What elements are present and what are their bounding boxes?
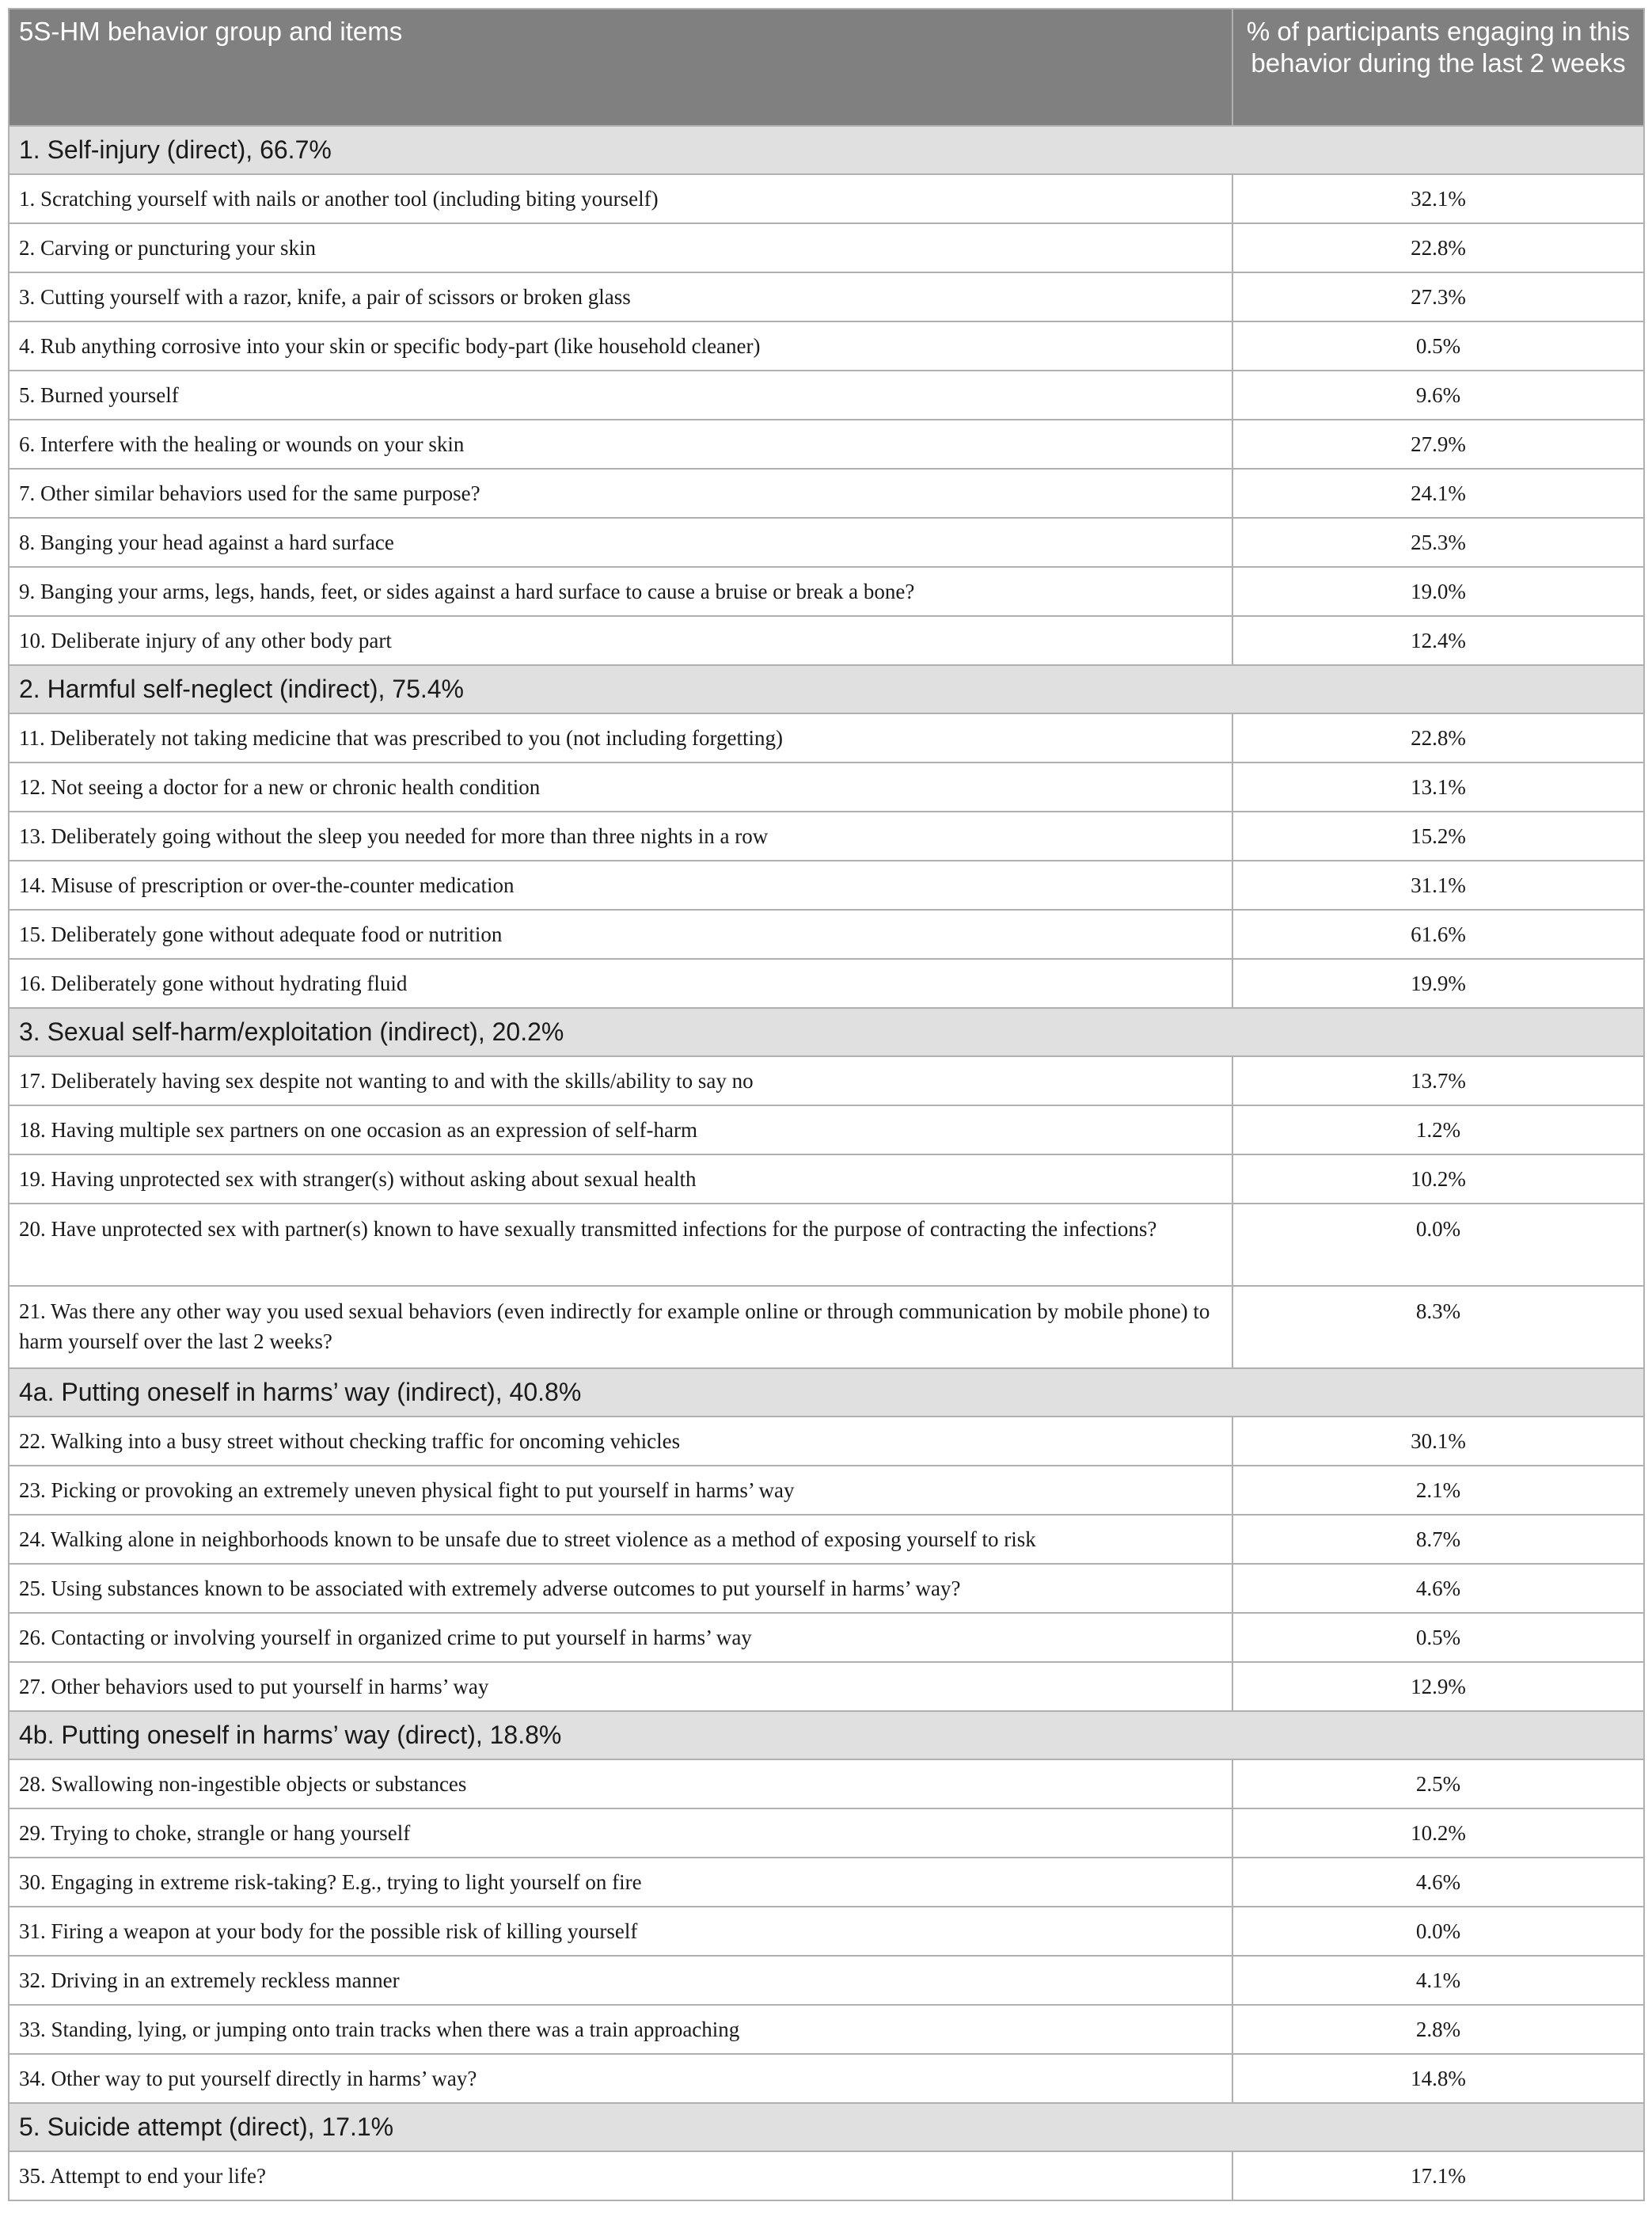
table-row <box>9 1858 1644 1907</box>
item-percent: 10.2% <box>1232 1154 1644 1204</box>
item-percent: 12.9% <box>1232 1662 1644 1711</box>
group-row <box>9 1008 1644 1056</box>
group-title: 4a. Putting oneself in harms’ way (indirect), 40.8% <box>9 1368 1644 1417</box>
item-percent: 31.1% <box>1232 861 1644 910</box>
item-percent: 10.2% <box>1232 1808 1644 1858</box>
item-percent: 4.6% <box>1232 1858 1644 1907</box>
item-text: 29. Trying to choke, strangle or hang yourself <box>9 1808 1232 1858</box>
item-percent: 0.5% <box>1232 321 1644 371</box>
item-text: 30. Engaging in extreme risk-taking? E.g., trying to light yourself on fire <box>9 1858 1232 1907</box>
item-text: 22. Walking into a busy street without checking traffic for oncoming vehicles <box>9 1417 1232 1466</box>
item-text: 16. Deliberately gone without hydrating fluid <box>9 959 1232 1008</box>
table-row <box>9 763 1644 812</box>
table-row <box>9 518 1644 567</box>
group-title: 3. Sexual self-harm/exploitation (indirect), 20.2% <box>9 1008 1644 1056</box>
group-row <box>9 2103 1644 2151</box>
table-row <box>9 616 1644 665</box>
item-percent: 1.2% <box>1232 1105 1644 1154</box>
table-row <box>9 713 1644 763</box>
item-percent: 27.9% <box>1232 420 1644 469</box>
group-title: 4b. Putting oneself in harms’ way (direct), 18.8% <box>9 1711 1644 1759</box>
item-text: 10. Deliberate injury of any other body part <box>9 616 1232 665</box>
item-percent: 24.1% <box>1232 469 1644 518</box>
item-text: 27. Other behaviors used to put yourself in harms’ way <box>9 1662 1232 1711</box>
table-row <box>9 371 1644 420</box>
table-row <box>9 321 1644 371</box>
table-row <box>9 1613 1644 1662</box>
item-percent: 0.0% <box>1232 1907 1644 1956</box>
item-text: 14. Misuse of prescription or over-the-counter medication <box>9 861 1232 910</box>
item-percent: 22.8% <box>1232 713 1644 763</box>
table-row <box>9 567 1644 616</box>
item-percent: 19.9% <box>1232 959 1644 1008</box>
item-percent: 17.1% <box>1232 2151 1644 2200</box>
item-percent: 15.2% <box>1232 812 1644 861</box>
item-text: 32. Driving in an extremely reckless manner <box>9 1956 1232 2005</box>
item-text: 26. Contacting or involving yourself in organized crime to put yourself in harms’ way <box>9 1613 1232 1662</box>
item-text: 21. Was there any other way you used sexual behaviors (even indirectly for example online or through communication by mobile phone) to harm yourself over the last 2 weeks? <box>9 1286 1232 1368</box>
item-text: 31. Firing a weapon at your body for the possible risk of killing yourself <box>9 1907 1232 1956</box>
table-row <box>9 272 1644 321</box>
item-text: 12. Not seeing a doctor for a new or chronic health condition <box>9 763 1232 812</box>
table-row <box>9 910 1644 959</box>
item-percent: 27.3% <box>1232 272 1644 321</box>
table-row <box>9 1286 1644 1368</box>
table-row <box>9 1956 1644 2005</box>
table-row <box>9 1564 1644 1613</box>
item-text: 25. Using substances known to be associated with extremely adverse outcomes to put yourself in harms’ way? <box>9 1564 1232 1613</box>
item-percent: 30.1% <box>1232 1417 1644 1466</box>
item-text: 28. Swallowing non-ingestible objects or substances <box>9 1759 1232 1808</box>
table-row <box>9 1204 1644 1286</box>
table-row <box>9 469 1644 518</box>
item-text: 17. Deliberately having sex despite not wanting to and with the skills/ability to say no <box>9 1056 1232 1105</box>
item-text: 5. Burned yourself <box>9 371 1232 420</box>
item-text: 4. Rub anything corrosive into your skin or specific body-part (like household cleaner) <box>9 321 1232 371</box>
item-percent: 4.6% <box>1232 1564 1644 1613</box>
table-row <box>9 1105 1644 1154</box>
item-percent: 13.7% <box>1232 1056 1644 1105</box>
table-row <box>9 1662 1644 1711</box>
item-text: 15. Deliberately gone without adequate food or nutrition <box>9 910 1232 959</box>
header-behavior-group: 5S-HM behavior group and items <box>9 9 1232 126</box>
item-text: 19. Having unprotected sex with stranger(s) without asking about sexual health <box>9 1154 1232 1204</box>
group-row <box>9 1368 1644 1417</box>
table-row <box>9 1056 1644 1105</box>
item-percent: 9.6% <box>1232 371 1644 420</box>
item-text: 20. Have unprotected sex with partner(s) known to have sexually transmitted infections for the purpose of contracting the infections? <box>9 1204 1232 1286</box>
item-text: 24. Walking alone in neighborhoods known to be unsafe due to street violence as a method of exposing yourself to risk <box>9 1515 1232 1564</box>
table-row <box>9 861 1644 910</box>
table-row <box>9 223 1644 272</box>
item-percent: 61.6% <box>1232 910 1644 959</box>
item-text: 7. Other similar behaviors used for the same purpose? <box>9 469 1232 518</box>
item-percent: 22.8% <box>1232 223 1644 272</box>
header-row <box>9 9 1644 126</box>
item-percent: 0.5% <box>1232 1613 1644 1662</box>
item-percent: 13.1% <box>1232 763 1644 812</box>
item-percent: 8.7% <box>1232 1515 1644 1564</box>
table-row <box>9 2151 1644 2200</box>
item-percent: 4.1% <box>1232 1956 1644 2005</box>
table-row <box>9 420 1644 469</box>
item-text: 33. Standing, lying, or jumping onto train tracks when there was a train approaching <box>9 2005 1232 2054</box>
item-percent: 12.4% <box>1232 616 1644 665</box>
header-percent-participants: % of participants engaging in this behavior during the last 2 weeks <box>1232 9 1644 126</box>
item-text: 1. Scratching yourself with nails or another tool (including biting yourself) <box>9 174 1232 223</box>
group-row <box>9 1711 1644 1759</box>
item-percent: 14.8% <box>1232 2054 1644 2103</box>
group-title: 5. Suicide attempt (direct), 17.1% <box>9 2103 1644 2151</box>
item-text: 3. Cutting yourself with a razor, knife, a pair of scissors or broken glass <box>9 272 1232 321</box>
item-percent: 19.0% <box>1232 567 1644 616</box>
item-percent: 25.3% <box>1232 518 1644 567</box>
table-row <box>9 1759 1644 1808</box>
item-text: 18. Having multiple sex partners on one occasion as an expression of self-harm <box>9 1105 1232 1154</box>
item-percent: 2.8% <box>1232 2005 1644 2054</box>
item-text: 34. Other way to put yourself directly in harms’ way? <box>9 2054 1232 2103</box>
table-row <box>9 1907 1644 1956</box>
table-row <box>9 2054 1644 2103</box>
behavior-table <box>8 8 1645 2201</box>
table-row <box>9 174 1644 223</box>
item-percent: 2.5% <box>1232 1759 1644 1808</box>
item-percent: 32.1% <box>1232 174 1644 223</box>
item-text: 6. Interfere with the healing or wounds on your skin <box>9 420 1232 469</box>
table-row <box>9 1808 1644 1858</box>
table-row <box>9 959 1644 1008</box>
item-text: 35. Attempt to end your life? <box>9 2151 1232 2200</box>
table-row <box>9 812 1644 861</box>
table-body <box>9 126 1644 2200</box>
table-row <box>9 1515 1644 1564</box>
item-text: 13. Deliberately going without the sleep you needed for more than three nights in a row <box>9 812 1232 861</box>
table-row <box>9 1154 1644 1204</box>
group-title: 1. Self-injury (direct), 66.7% <box>9 126 1644 174</box>
item-text: 9. Banging your arms, legs, hands, feet, or sides against a hard surface to cause a bruise or break a bone? <box>9 567 1232 616</box>
item-text: 11. Deliberately not taking medicine that was prescribed to you (not including forgetting) <box>9 713 1232 763</box>
item-percent: 2.1% <box>1232 1466 1644 1515</box>
table-row <box>9 1417 1644 1466</box>
item-percent: 8.3% <box>1232 1286 1644 1368</box>
table-row <box>9 1466 1644 1515</box>
group-row <box>9 126 1644 174</box>
item-percent: 0.0% <box>1232 1204 1644 1286</box>
item-text: 23. Picking or provoking an extremely uneven physical fight to put yourself in harms’ way <box>9 1466 1232 1515</box>
item-text: 8. Banging your head against a hard surface <box>9 518 1232 567</box>
group-row <box>9 665 1644 713</box>
table-row <box>9 2005 1644 2054</box>
item-text: 2. Carving or puncturing your skin <box>9 223 1232 272</box>
group-title: 2. Harmful self-neglect (indirect), 75.4% <box>9 665 1644 713</box>
